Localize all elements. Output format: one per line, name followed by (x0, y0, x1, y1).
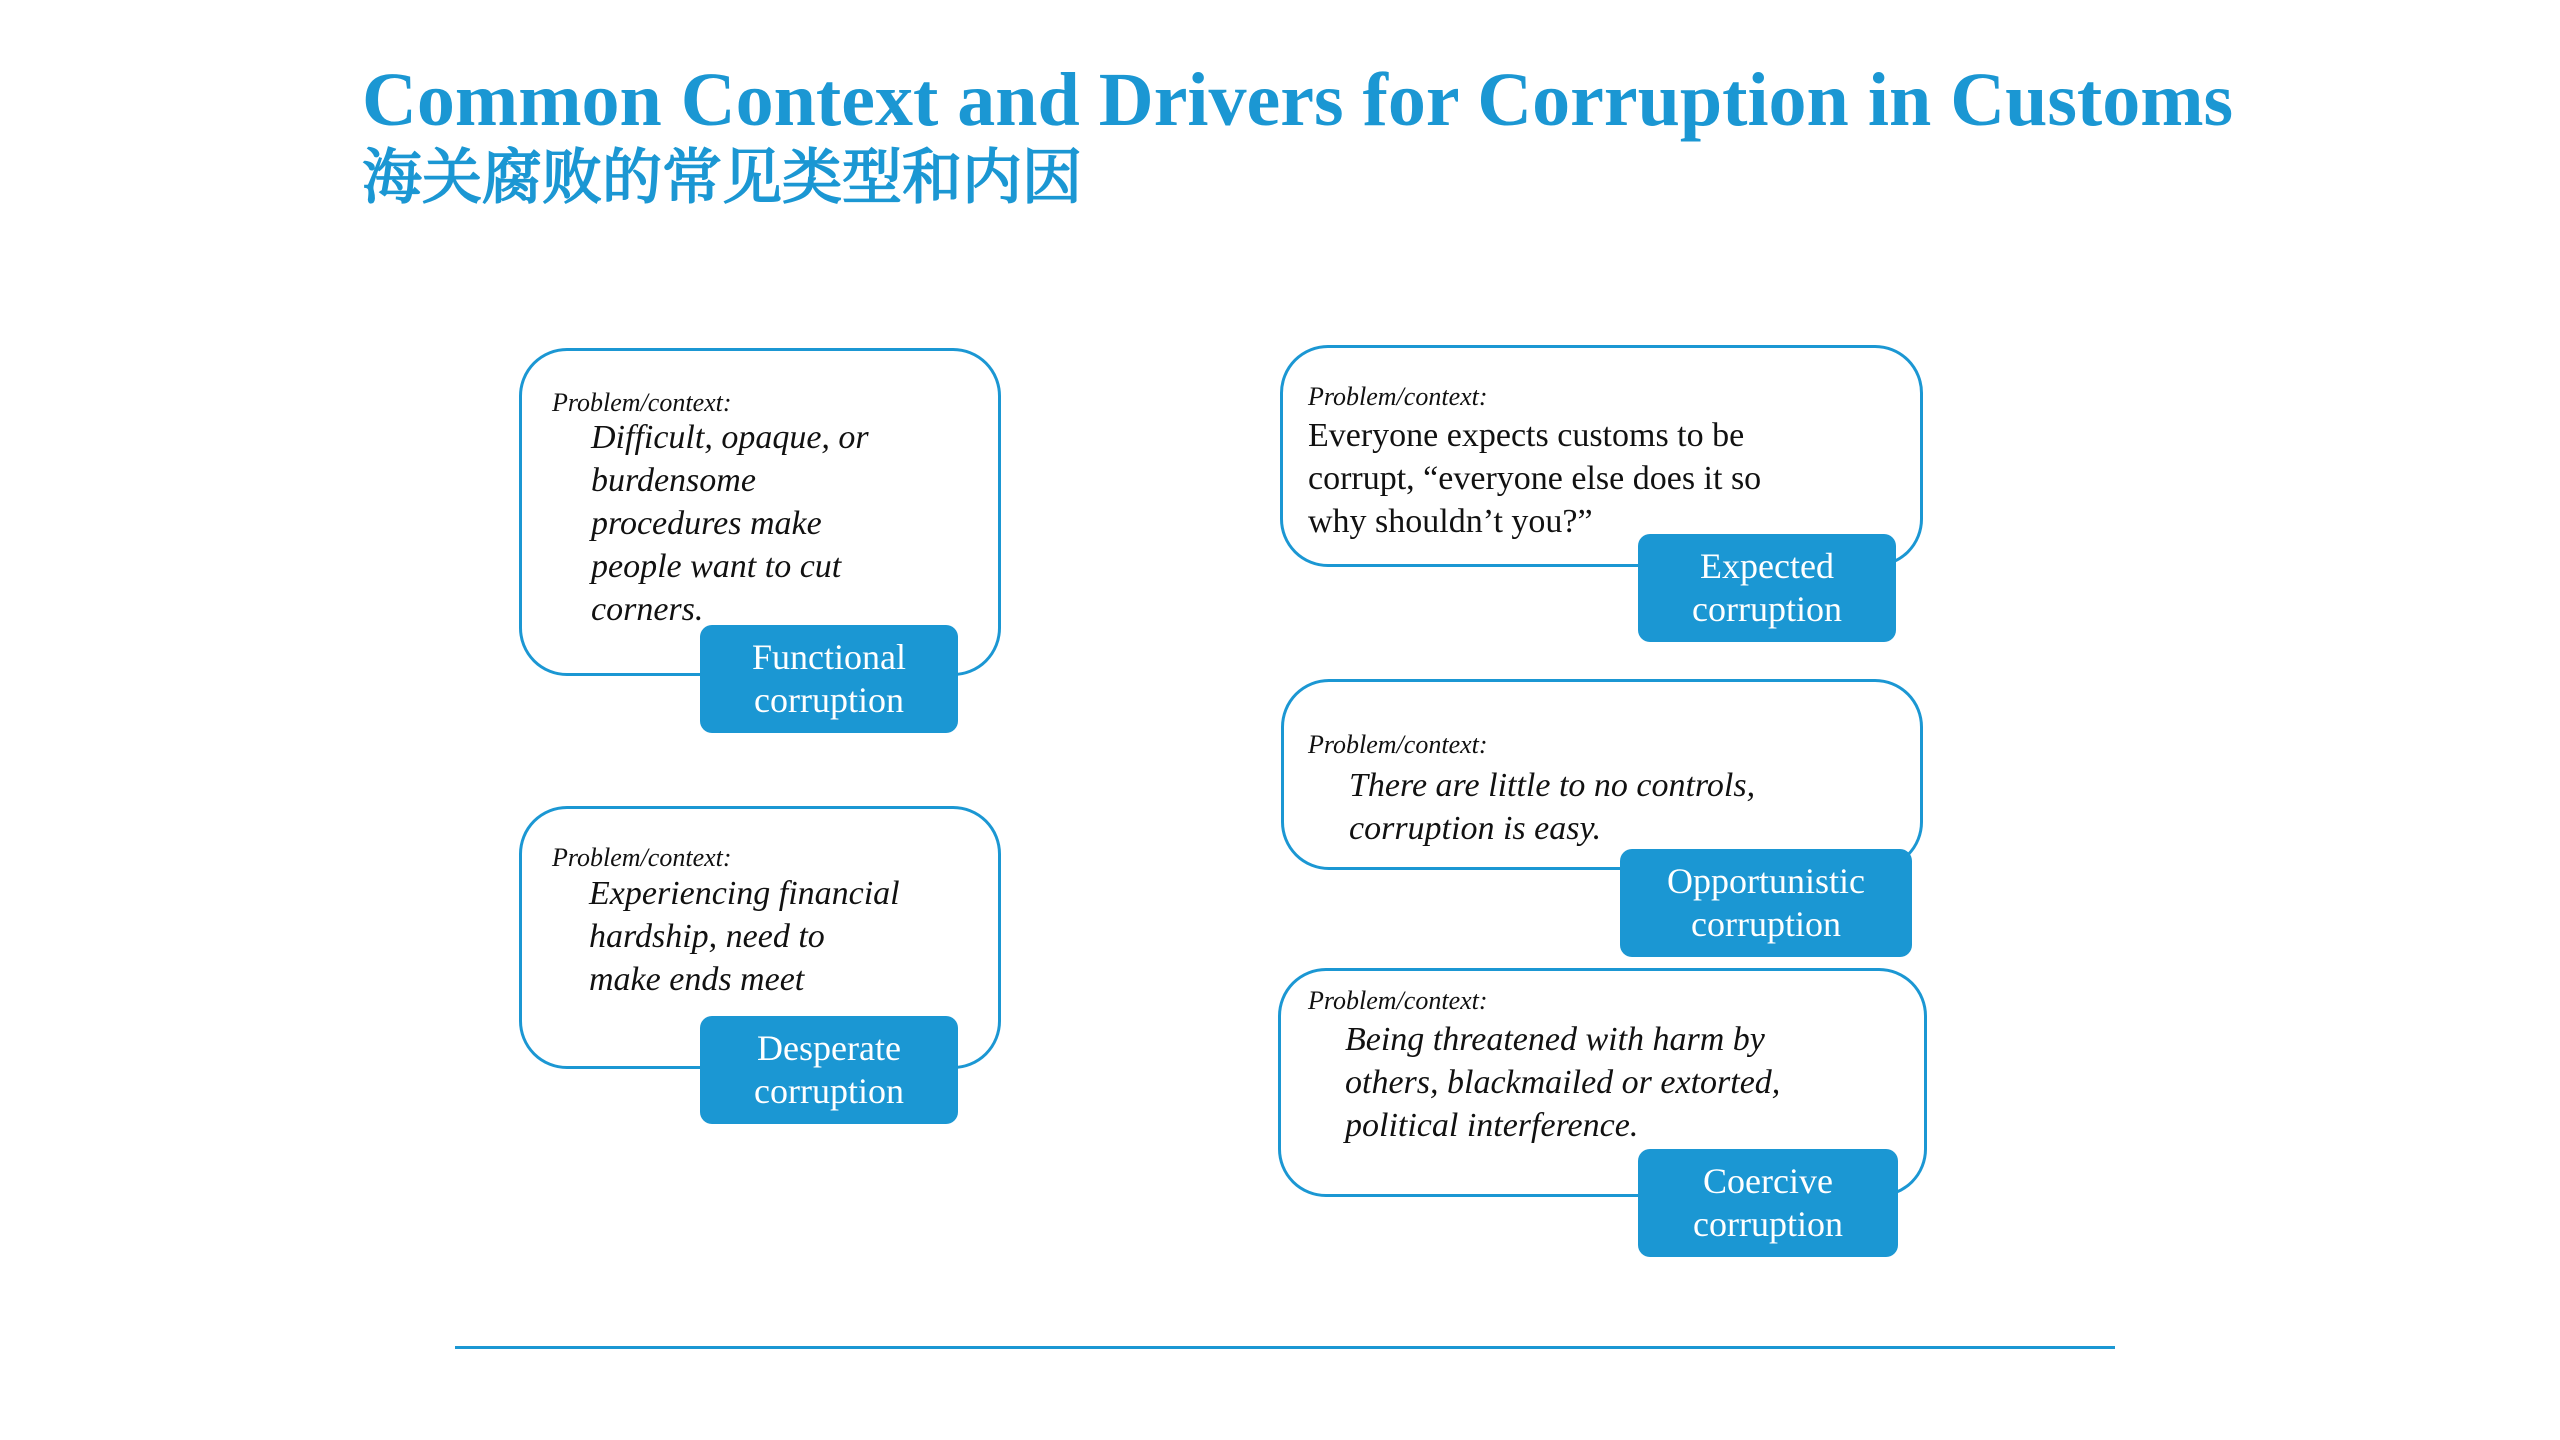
problem-context-text: Everyone expects customs to be corrupt, “everyone else does it so why shouldn’t you?” (1308, 417, 1762, 540)
problem-context-label: Problem/context: (1308, 730, 1488, 759)
problem-context-text: Difficult, opaque, or burdensome procedures make people want to cut corners. (591, 419, 869, 628)
page-subtitle: 海关腐败的常见类型和内因 (362, 143, 1082, 213)
problem-context-label: Problem/context: (1308, 382, 1488, 411)
expected-corruption-tag: Expected corruption (1638, 534, 1896, 642)
page-title: Common Context and Drivers for Corruption in Customs (362, 58, 2234, 142)
opportunistic-corruption-tag: Opportunistic corruption (1620, 849, 1912, 957)
problem-context-label: Problem/context: (1308, 986, 1488, 1015)
functional-corruption-tag: Functional corruption (700, 625, 958, 733)
problem-context-label: Problem/context: (552, 843, 732, 872)
desperate-corruption-tag: Desperate corruption (700, 1016, 958, 1124)
problem-context-label: Problem/context: (552, 388, 732, 417)
problem-context-text: There are little to no controls, corruption is easy. (1349, 767, 1756, 847)
bottom-divider (455, 1346, 2115, 1349)
problem-context-text: Experiencing financial hardship, need to make ends meet (589, 875, 900, 998)
problem-context-text: Being threatened with harm by others, blackmailed or extorted, political interference. (1345, 1021, 1781, 1144)
coercive-corruption-tag: Coercive corruption (1638, 1149, 1898, 1257)
